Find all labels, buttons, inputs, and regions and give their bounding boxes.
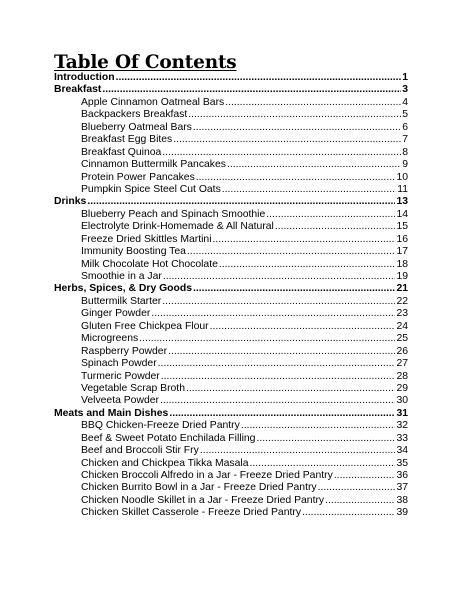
toc-entry-label: Blueberry Oatmeal Bars (81, 121, 192, 133)
toc-page-number: 17 (396, 246, 408, 258)
toc-dot-leader (193, 122, 401, 134)
toc-dot-leader (188, 109, 401, 121)
toc-dot-leader (158, 358, 396, 370)
toc-page-number: 25 (396, 333, 408, 345)
toc-entry-label: Beef and Broccoli Stir Fry (81, 445, 199, 457)
toc-page-number: 11 (397, 183, 408, 195)
toc-page-number: 10 (396, 171, 408, 183)
toc-entry-label: Beef & Sweet Potato Enchilada Filling (81, 432, 256, 444)
toc-dot-leader (250, 458, 396, 470)
toc-page-number: 15 (396, 221, 408, 233)
toc-dot-leader (196, 172, 396, 184)
toc-item-entry[interactable] (54, 458, 408, 470)
toc-section-entry[interactable] (54, 196, 408, 208)
toc-dot-leader (219, 259, 396, 271)
toc-item-entry[interactable] (54, 122, 408, 134)
toc-page-number: 36 (396, 470, 408, 481)
toc-item-entry[interactable] (54, 159, 408, 171)
toc-entry-label: Chicken Skillet Casserole - Freeze Dried Pantry (81, 507, 302, 519)
toc-entry-label: Backpackers Breakfast (81, 109, 188, 121)
toc-item-entry[interactable] (54, 321, 408, 333)
toc-page-number: 6 (402, 121, 408, 133)
toc-entry-label: Velveeta Powder (81, 395, 159, 407)
toc-entry-label: Vegetable Scrap Broth (81, 382, 185, 394)
toc-page-number: 24 (396, 320, 408, 332)
toc-entry-label: Raspberry Powder (81, 345, 168, 357)
toc-dot-leader (161, 371, 396, 383)
toc-item-entry[interactable] (54, 346, 408, 358)
toc-entry-label: Gluten Free Chickpea Flour (81, 320, 209, 332)
toc-item-entry[interactable] (54, 134, 408, 146)
toc-page-number: 9 (402, 159, 408, 171)
toc-page-number: 21 (396, 283, 408, 295)
toc-entry-label: Breakfast Quinoa (81, 146, 162, 158)
toc-entry-label: Apple Cinnamon Oatmeal Bars (81, 96, 225, 108)
toc-dot-leader (213, 234, 396, 246)
toc-page-number: 30 (396, 395, 408, 407)
toc-page-number: 19 (396, 271, 408, 282)
toc-page-number: 13 (396, 196, 408, 208)
toc-dot-leader (222, 184, 396, 196)
toc-item-entry[interactable] (54, 445, 408, 457)
toc-page-number: 3 (402, 84, 408, 96)
toc-entry-label: Cinnamon Buttermilk Pancakes (81, 159, 226, 171)
toc-item-entry[interactable] (54, 470, 408, 482)
toc-dot-leader (187, 246, 396, 258)
toc-item-entry[interactable] (54, 209, 408, 221)
toc-entry-label: Meats and Main Dishes (54, 407, 169, 419)
toc-page-number: 14 (396, 208, 408, 220)
toc-entry-label: Chicken Broccoli Alfredo in a Jar - Freeze Dried Pantry (81, 470, 333, 481)
toc-entry-label: Herbs, Spices, & Dry Goods (54, 283, 193, 295)
toc-dot-leader (210, 321, 396, 333)
toc-item-entry[interactable] (54, 184, 408, 196)
toc-item-entry[interactable] (54, 371, 408, 383)
toc-page-number: 39 (396, 507, 408, 519)
toc-entry-label: Ginger Powder (81, 308, 151, 320)
toc-item-entry[interactable] (54, 308, 408, 320)
toc-page-number: 27 (396, 358, 408, 370)
toc-entry-label: Electrolyte Drink-Homemade & All Natural (81, 221, 274, 233)
toc-entry-label: Chicken Noodle Skillet in a Jar - Freeze Dried Pantry (81, 494, 325, 506)
toc-page (54, 52, 408, 520)
toc-dot-leader (139, 333, 395, 345)
toc-dot-leader (169, 408, 395, 420)
toc-dot-leader (256, 433, 395, 445)
toc-entry-label: Turmeric Powder (81, 370, 160, 382)
toc-item-entry[interactable] (54, 507, 408, 519)
toc-entry-label: Introduction (54, 72, 115, 83)
toc-dot-leader (334, 470, 396, 482)
toc-item-entry[interactable] (54, 358, 408, 370)
toc-item-entry[interactable] (54, 333, 408, 345)
toc-dot-leader (200, 445, 396, 457)
toc-entry-label: Protein Power Pancakes (81, 171, 195, 183)
toc-page-number: 29 (396, 382, 408, 394)
toc-dot-leader (116, 72, 402, 84)
toc-dot-leader (151, 308, 395, 320)
toc-page-number: 28 (396, 370, 408, 382)
toc-title: Table Of Contents (54, 52, 237, 73)
toc-dot-leader (102, 84, 401, 96)
toc-item-entry[interactable] (54, 172, 408, 184)
toc-dot-leader (162, 296, 395, 308)
toc-page-number: 31 (396, 407, 408, 419)
toc-entry-label: Chicken and Chickpea Tikka Masala (81, 457, 249, 469)
toc-page-number: 38 (396, 494, 408, 506)
toc-page-number: 34 (396, 445, 408, 457)
toc-dot-leader (325, 495, 395, 507)
toc-page-number: 7 (402, 134, 408, 146)
toc-entry-label: BBQ Chicken-Freeze Dried Pantry (81, 420, 240, 432)
toc-dot-leader (160, 395, 395, 407)
toc-list (54, 72, 408, 520)
toc-item-entry[interactable] (54, 246, 408, 258)
toc-dot-leader (186, 383, 395, 395)
toc-item-entry[interactable] (54, 147, 408, 159)
toc-item-entry[interactable] (54, 109, 408, 121)
toc-page-number: 26 (396, 345, 408, 357)
toc-entry-label: Chicken Burrito Bowl in a Jar - Freeze Dried Pantry (81, 482, 317, 494)
toc-item-entry[interactable] (54, 420, 408, 432)
toc-page-number: 1 (402, 72, 408, 83)
toc-entry-label: Blueberry Peach and Spinach Smoothie (81, 208, 266, 220)
toc-section-entry[interactable] (54, 72, 408, 84)
toc-dot-leader (302, 507, 395, 519)
toc-item-entry[interactable] (54, 221, 408, 233)
toc-page-number: 35 (396, 457, 408, 469)
toc-entry-label: Pumpkin Spice Steel Cut Oats (81, 183, 221, 195)
toc-entry-label: Microgreens (81, 333, 139, 345)
toc-entry-label: Milk Chocolate Hot Chocolate (81, 258, 218, 270)
toc-dot-leader (318, 482, 396, 494)
toc-item-entry[interactable] (54, 433, 408, 445)
toc-item-entry[interactable] (54, 383, 408, 395)
toc-item-entry[interactable] (54, 234, 408, 246)
toc-dot-leader (266, 209, 395, 221)
toc-entry-label: Immunity Boosting Tea (81, 246, 186, 258)
toc-item-entry[interactable] (54, 395, 408, 407)
toc-section-entry[interactable] (54, 283, 408, 295)
toc-item-entry[interactable] (54, 296, 408, 308)
toc-dot-leader (162, 147, 401, 159)
toc-entry-label: Breakfast Egg Bites (81, 134, 173, 146)
toc-dot-leader (241, 420, 396, 432)
toc-entry-label: Breakfast (54, 84, 102, 96)
toc-page-number: 23 (396, 308, 408, 320)
toc-page-number: 8 (402, 146, 408, 158)
toc-dot-leader (227, 159, 401, 171)
toc-section-entry[interactable] (54, 408, 408, 420)
toc-dot-leader (163, 271, 396, 283)
toc-page-number: 18 (396, 258, 408, 270)
toc-dot-leader (87, 196, 395, 208)
toc-entry-label: Spinach Powder (81, 358, 157, 370)
toc-dot-leader (173, 134, 401, 146)
toc-entry-label: Freeze Dried Skittles Martini (81, 233, 212, 245)
toc-dot-leader (168, 346, 395, 358)
toc-entry-label: Buttermilk Starter (81, 295, 162, 307)
toc-page-number: 37 (396, 482, 408, 494)
toc-dot-leader (225, 97, 401, 109)
toc-item-entry[interactable] (54, 482, 408, 494)
toc-section-entry[interactable] (54, 84, 408, 96)
toc-page-number: 16 (396, 233, 408, 245)
toc-page-number: 32 (396, 420, 408, 432)
toc-dot-leader (193, 283, 395, 295)
toc-item-entry[interactable] (54, 259, 408, 271)
toc-page-number: 33 (396, 432, 408, 444)
toc-item-entry[interactable] (54, 495, 408, 507)
toc-item-entry[interactable] (54, 97, 408, 109)
toc-page-number: 5 (402, 109, 408, 121)
toc-page-number: 4 (402, 96, 408, 108)
toc-item-entry[interactable] (54, 271, 408, 283)
toc-entry-label: Drinks (54, 196, 87, 208)
toc-entry-label: Smoothie in a Jar (81, 271, 162, 282)
toc-page-number: 22 (396, 295, 408, 307)
toc-dot-leader (275, 221, 396, 233)
